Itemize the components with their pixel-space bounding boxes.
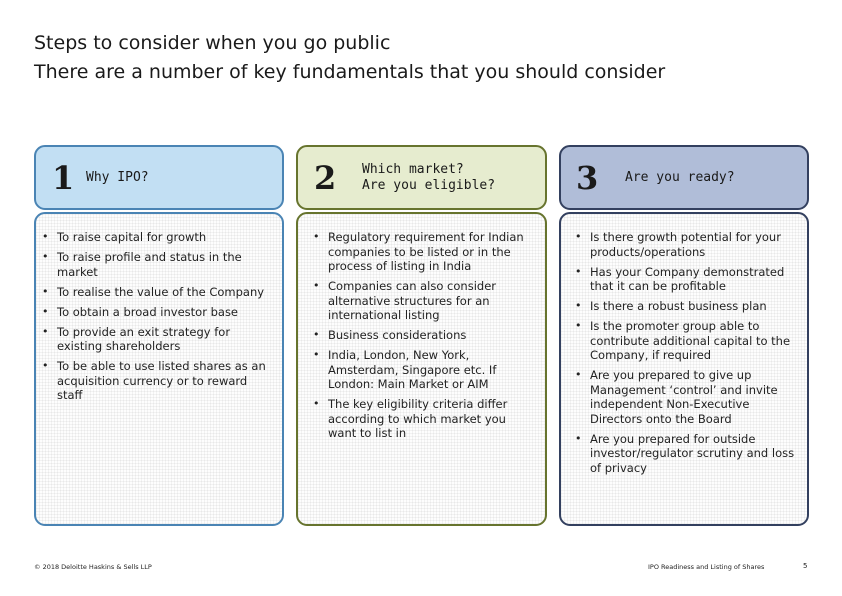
list-item: • Is there growth potential for your products/operations bbox=[573, 230, 801, 259]
list-item: • Has your Company demonstrated that it can be profitable bbox=[573, 265, 801, 294]
column-1-bullet-list bbox=[40, 230, 276, 408]
column-3-body bbox=[559, 212, 809, 526]
column-3-heading: Are you ready? bbox=[625, 170, 735, 185]
page-number: 5 bbox=[803, 562, 808, 570]
title-block bbox=[34, 29, 665, 87]
column-2-heading-line-2: Are you eligible? bbox=[362, 178, 496, 193]
step-number-2: 2 bbox=[314, 159, 337, 197]
footer-document-title: IPO Readiness and Listing of Shares bbox=[648, 563, 765, 571]
page-title: Steps to consider when you go public bbox=[34, 32, 391, 54]
list-item: • To raise capital for growth bbox=[40, 230, 276, 245]
footer-copyright: © 2018 Deloitte Haskins & Sells LLP bbox=[34, 563, 152, 571]
column-2-body bbox=[296, 212, 547, 526]
list-item: • To raise profile and status in the market bbox=[40, 250, 276, 279]
column-2-bullet-list bbox=[311, 230, 533, 446]
list-item: • India, London, New York, Amsterdam, Singapore etc. If London: Main Market or AIM bbox=[311, 348, 533, 392]
list-item: • Business considerations bbox=[311, 328, 533, 343]
list-item: • To obtain a broad investor base bbox=[40, 305, 276, 320]
list-item: • Is there a robust business plan bbox=[573, 299, 801, 314]
page-subtitle: There are a number of key fundamentals that you should consider bbox=[34, 61, 666, 83]
list-item: • To realise the value of the Company bbox=[40, 285, 276, 300]
step-number-1: 1 bbox=[52, 159, 75, 197]
column-2-heading-line-1: Which market? bbox=[362, 162, 464, 177]
column-3-bullet-list bbox=[573, 230, 801, 481]
step-number-3: 3 bbox=[576, 159, 599, 197]
list-item: • Regulatory requirement for Indian companies to be listed or in the process of listing in India bbox=[311, 230, 533, 274]
column-1-header bbox=[34, 145, 284, 210]
list-item: • Companies can also consider alternative structures for an international listing bbox=[311, 279, 533, 323]
column-1-body bbox=[34, 212, 284, 526]
list-item: • Are you prepared to give up Management ‘control’ and invite independent Non-Executive Directors onto the Board bbox=[573, 368, 801, 426]
list-item: • Is the promoter group able to contribute additional capital to the Company, if required bbox=[573, 319, 801, 363]
list-item: • To provide an exit strategy for existing shareholders bbox=[40, 325, 276, 354]
list-item: • Are you prepared for outside investor/regulator scrutiny and loss of privacy bbox=[573, 432, 801, 476]
list-item: • To be able to use listed shares as an acquisition currency or to reward staff bbox=[40, 359, 276, 403]
column-1-heading: Why IPO? bbox=[86, 170, 149, 185]
column-3-header bbox=[559, 145, 809, 210]
column-2-header bbox=[296, 145, 547, 210]
list-item: • The key eligibility criteria differ according to which market you want to list in bbox=[311, 397, 533, 441]
column-2-heading bbox=[362, 162, 495, 194]
